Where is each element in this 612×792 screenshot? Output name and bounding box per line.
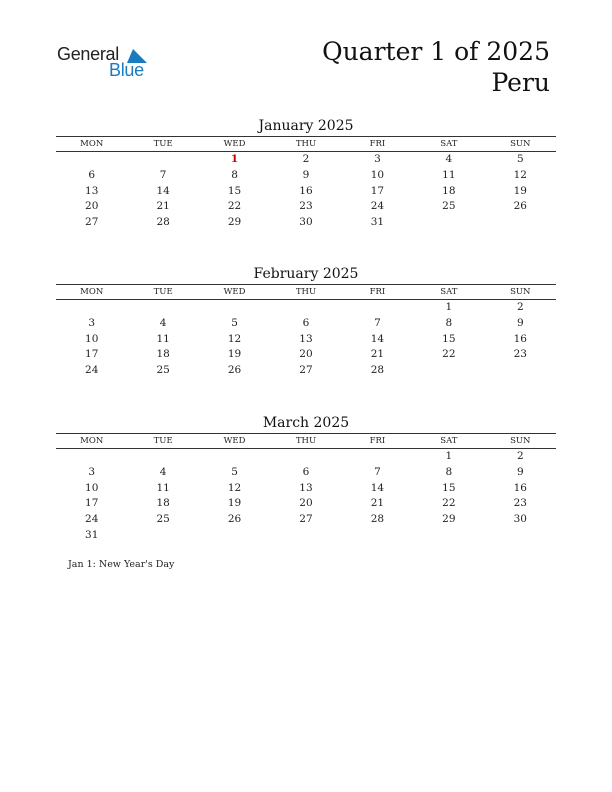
empty-cell <box>270 449 341 465</box>
weekday-label: TUE <box>153 436 173 446</box>
day-cell: 25 <box>156 364 170 377</box>
empty-cell <box>485 363 556 379</box>
weekday-label: WED <box>223 436 246 446</box>
day-cell: 10 <box>370 168 385 181</box>
day-cell: 25 <box>156 513 170 526</box>
day-cell: 16 <box>513 332 527 345</box>
month-february <box>56 264 556 379</box>
day-cell: 26 <box>513 200 527 213</box>
weekday-label: MON <box>80 287 104 297</box>
empty-cell <box>413 215 484 231</box>
weekday-header <box>56 137 556 151</box>
day-cell: 20 <box>299 348 313 361</box>
day-cell: 13 <box>299 481 313 494</box>
empty-cell <box>485 215 556 231</box>
day-cell: 16 <box>513 481 527 494</box>
day-cell: 27 <box>299 364 313 377</box>
empty-cell <box>413 528 484 544</box>
day-cell: 19 <box>513 184 527 197</box>
weekday-label: THU <box>295 139 317 149</box>
day-cell: 2 <box>302 153 310 165</box>
day-cell: 7 <box>374 316 381 329</box>
day-cell: 5 <box>231 316 238 329</box>
generalblue-logo <box>57 44 157 80</box>
title-country: Peru <box>491 68 550 97</box>
title-quarter: Quarter 1 of 2025 <box>322 37 550 66</box>
day-cell: 24 <box>85 364 99 377</box>
day-cell: 23 <box>513 348 527 361</box>
day-cell: 17 <box>85 497 99 510</box>
empty-cell <box>127 449 198 465</box>
day-cell: 8 <box>231 168 238 181</box>
day-grid <box>56 152 556 231</box>
empty-cell <box>342 528 413 544</box>
month-title: January 2025 <box>258 118 354 134</box>
weekday-label: FRI <box>369 139 386 149</box>
day-cell: 1 <box>445 301 453 313</box>
month-title: February 2025 <box>253 266 359 282</box>
day-cell: 24 <box>370 200 385 213</box>
day-cell: 26 <box>227 364 242 377</box>
weekday-label: SUN <box>510 287 531 297</box>
day-cell: 10 <box>85 332 99 345</box>
day-cell: 3 <box>88 465 96 478</box>
empty-cell <box>127 300 198 316</box>
weekday-label: TUE <box>153 139 173 149</box>
day-cell: 14 <box>370 481 385 494</box>
empty-cell <box>342 300 413 316</box>
weekday-label: TUE <box>153 287 173 297</box>
day-cell: 4 <box>445 153 453 165</box>
weekday-label: WED <box>223 139 246 149</box>
day-cell: 17 <box>85 348 99 361</box>
weekday-label: FRI <box>369 436 386 446</box>
day-cell: 21 <box>370 497 385 510</box>
day-cell: 27 <box>85 216 99 229</box>
day-cell: 19 <box>227 348 242 361</box>
weekday-label: MON <box>80 139 104 149</box>
weekday-label: SUN <box>510 436 531 446</box>
day-cell: 23 <box>299 200 313 213</box>
holiday-note: Jan 1: New Year's Day <box>68 559 175 570</box>
day-cell: 14 <box>370 332 385 345</box>
day-cell: 14 <box>156 184 170 197</box>
weekday-label: THU <box>295 287 317 297</box>
day-cell: 12 <box>513 168 527 181</box>
day-cell: 3 <box>88 316 96 329</box>
day-cell: 7 <box>159 168 167 181</box>
logo-text-blue: Blue <box>109 60 144 80</box>
day-cell: 15 <box>442 481 456 494</box>
empty-cell <box>127 528 198 544</box>
day-cell: 28 <box>370 364 385 377</box>
day-cell: 20 <box>85 200 99 213</box>
day-cell: 9 <box>516 316 524 329</box>
day-cell: 6 <box>302 465 310 478</box>
day-grid <box>56 449 556 544</box>
day-cell: 12 <box>227 481 242 494</box>
day-cell: 8 <box>445 465 453 478</box>
weekday-header <box>56 285 556 299</box>
day-cell: 22 <box>442 348 456 361</box>
day-cell: 22 <box>442 497 456 510</box>
day-cell: 18 <box>156 348 170 361</box>
day-cell: 20 <box>299 497 313 510</box>
day-cell: 4 <box>159 316 167 329</box>
weekday-label: SAT <box>440 436 458 446</box>
empty-cell <box>199 300 270 316</box>
empty-cell <box>270 528 341 544</box>
month-march <box>56 413 556 544</box>
empty-cell <box>56 300 127 316</box>
weekday-label: SAT <box>440 139 458 149</box>
empty-cell <box>413 363 484 379</box>
weekday-label: WED <box>223 287 246 297</box>
day-grid <box>56 300 556 379</box>
day-cell: 13 <box>85 184 99 197</box>
day-cell: 21 <box>370 348 385 361</box>
day-cell: 21 <box>156 200 170 213</box>
day-cell: 10 <box>85 481 99 494</box>
day-cell: 3 <box>374 153 381 165</box>
month-january <box>56 116 556 231</box>
empty-cell <box>199 528 270 544</box>
day-cell: 15 <box>442 332 456 345</box>
day-cell: 11 <box>156 481 170 494</box>
day-cell: 11 <box>442 168 456 181</box>
day-cell: 29 <box>442 513 456 526</box>
day-cell: 2 <box>516 450 524 462</box>
empty-cell <box>127 152 198 168</box>
day-cell: 8 <box>445 316 453 329</box>
day-cell: 26 <box>227 513 242 526</box>
day-cell: 9 <box>302 168 310 181</box>
day-cell: 29 <box>227 216 242 229</box>
empty-cell <box>56 449 127 465</box>
day-cell: 15 <box>227 184 242 197</box>
day-cell: 5 <box>516 153 524 165</box>
day-cell: 9 <box>516 465 524 478</box>
day-cell: 17 <box>370 184 385 197</box>
empty-cell <box>56 152 127 168</box>
day-cell: 30 <box>513 513 527 526</box>
empty-cell <box>270 300 341 316</box>
day-cell: 5 <box>231 465 238 478</box>
empty-cell <box>485 528 556 544</box>
weekday-label: SAT <box>440 287 458 297</box>
weekday-label: THU <box>295 436 317 446</box>
day-cell: 16 <box>299 184 313 197</box>
day-cell: 31 <box>85 528 99 541</box>
day-cell: 18 <box>442 184 456 197</box>
weekday-label: MON <box>80 436 104 446</box>
day-cell: 19 <box>227 497 242 510</box>
day-cell: 31 <box>370 216 385 229</box>
day-cell: 18 <box>156 497 170 510</box>
day-cell: 30 <box>299 216 313 229</box>
day-cell: 12 <box>227 332 242 345</box>
day-cell: 6 <box>88 168 96 181</box>
day-cell: 6 <box>302 316 310 329</box>
day-cell: 23 <box>513 497 527 510</box>
page-title <box>322 36 550 98</box>
day-cell: 24 <box>85 513 99 526</box>
day-cell: 4 <box>159 465 167 478</box>
day-cell: 13 <box>299 332 313 345</box>
weekday-header <box>56 434 556 448</box>
empty-cell <box>199 449 270 465</box>
day-cell: 27 <box>299 513 313 526</box>
holiday-day-cell: 1 <box>230 153 239 165</box>
day-cell: 25 <box>442 200 456 213</box>
day-cell: 28 <box>370 513 385 526</box>
day-cell: 11 <box>156 332 170 345</box>
empty-cell <box>342 449 413 465</box>
day-cell: 28 <box>156 216 170 229</box>
logo-text-general: General <box>57 44 119 64</box>
weekday-label: FRI <box>369 287 386 297</box>
day-cell: 1 <box>445 450 453 462</box>
day-cell: 7 <box>374 465 381 478</box>
weekday-label: SUN <box>510 139 531 149</box>
day-cell: 2 <box>516 301 524 313</box>
month-title: March 2025 <box>262 415 350 431</box>
day-cell: 22 <box>227 200 242 213</box>
